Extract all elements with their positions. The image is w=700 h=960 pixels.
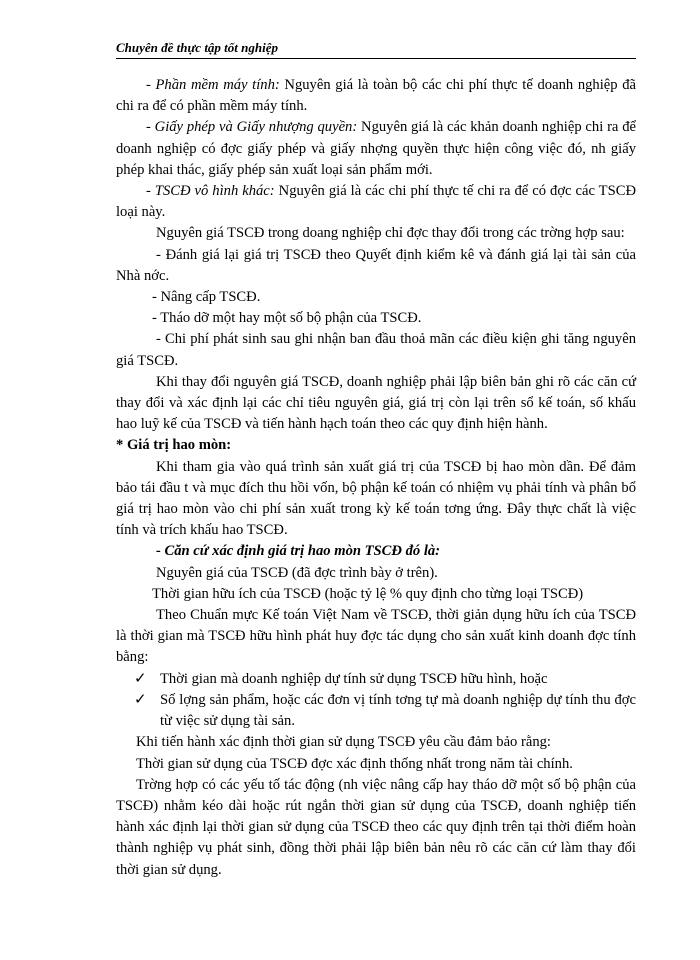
paragraph-useful-life: Thời gian hữu ích của TSCĐ (hoặc tỷ lệ % quy định cho từng loại TSCĐ): [152, 585, 584, 602]
text-software: Nguyên giá là toàn bộ các chi phí thực tế doanh nghiệp đã chi ra để có phần mềm máy tính.: [116, 77, 636, 115]
paragraph-requirements: Khi tiến hành xác định thời gian sử dụng TSCĐ yêu cầu đảm bảo rằng:: [136, 734, 551, 751]
paragraph-subsequent-costs: - Chi phí phát sinh sau ghi nhận ban đầu thoả mãn các điều kiện ghi tăng nguyên giá TSCĐ.: [116, 331, 636, 369]
paragraph-adjustments: Trờng hợp có các yếu tố tác động (nh việc nâng cấp hay tháo dỡ một số bộ phận của TSCĐ) nhằm kéo dài hoặc rút ngắn thời gian sử dụng của TSCĐ, doanh nghiệp tiến hành xác định lại thời gian sử dụng của TSCĐ theo các quy định trên tại thời điểm hoàn thành nghiệp vụ phát sinh, đồng thời phải lập biên bản nêu rõ các căn cứ làm thay đổi thời gian sử dụng.: [116, 776, 636, 878]
text-other-intangible: Nguyên giá là các chi phí thực tế chi ra để có đợc các TSCĐ loại này.: [116, 183, 636, 221]
heading-wear-value: * Giá trị hao mòn:: [116, 437, 232, 454]
subheading-wear-basis: - Căn cứ xác định giá trị hao mòn TSCĐ đó là:: [156, 543, 441, 560]
check-item-text: Thời gian mà doanh nghiệp dự tính sử dụng TSCĐ hữu hình, hoặc: [160, 670, 548, 687]
paragraph-software: [116, 75, 636, 117]
check-mark-icon: ✓: [134, 691, 147, 708]
paragraph-revaluation: - Đánh giá lại giá trị TSCĐ theo Quyết định kiểm kê và đánh giá lại tài sản của Nhà nớc.: [116, 246, 636, 284]
paragraph-original-cost: Nguyên giá của TSCĐ (đã đợc trình bày ở trên).: [156, 564, 438, 581]
document-body: [116, 75, 636, 881]
text-license: Nguyên giá là các khản doanh nghiệp chi ra để doanh nghiệp có đợc giấy phép và giấy nhợng quyền thực hiện công việc đó, nh giấy phép khai thác, giấy phép sản xuất loại sản phẩm mới.: [116, 119, 636, 178]
check-item-1: [134, 669, 636, 690]
paragraph-wear-intro: Khi tham gia vào quá trình sản xuất giá trị của TSCĐ bị hao mòn dần. Để đảm bảo tái đầu t và mục đích thu hồi vốn, bộ phận kế toán có nhiệm vụ phải tính và phân bổ giá trị hao mòn vào chi phí sản xuất trong kỳ kế toán tơng ứng. Đây thực chất là việc tính và trích khấu hao TSCĐ.: [116, 458, 636, 539]
term-other-intangible: - TSCĐ vô hình khác:: [146, 183, 275, 200]
paragraph-cost-change-cases: Nguyên giá TSCĐ trong doang nghiệp chỉ đợc thay đổi trong các trờng hợp sau:: [156, 225, 625, 242]
header-title: Chuyên đề thực tập tốt nghiệp: [116, 40, 278, 55]
check-item-2: [134, 690, 636, 732]
paragraph-upgrade: - Nâng cấp TSCĐ.: [152, 289, 261, 306]
term-license: - Giấy phép và Giấy nhượng quyền:: [146, 119, 358, 136]
paragraph-dismantle: - Tháo dỡ một hay một số bộ phận của TSCĐ.: [152, 310, 422, 327]
term-software: - Phần mềm máy tính:: [146, 77, 280, 93]
paragraph-change-procedure: Khi thay đổi nguyên giá TSCĐ, doanh nghiệp phải lập biên bản ghi rõ các căn cứ thay đổi và xác định lại các chỉ tiêu nguyên giá, giá trị còn lại trên sổ kế toán, số khấu hao luỹ kế của TSCĐ và tiến hành hạch toán theo các quy định hiện hành.: [116, 373, 636, 433]
paragraph-other-intangible: [116, 181, 636, 223]
page-header: [116, 40, 636, 59]
paragraph-license: [116, 117, 636, 181]
check-item-text: Số lợng sản phẩm, hoặc các đơn vị tính tơng tự mà doanh nghiệp dự tính thu đợc từ việc sử dụng tài sản.: [160, 691, 636, 730]
check-mark-icon: ✓: [134, 670, 147, 687]
paragraph-consistency: Thời gian sử dụng của TSCĐ đợc xác định thống nhất trong năm tài chính.: [136, 755, 573, 772]
paragraph-vas-standard: Theo Chuẩn mực Kế toán Việt Nam về TSCĐ, thời giản dụng hữu ích của TSCĐ là thời gian mà TSCĐ hữu hình phát huy đợc tác dụng cho sản xuất kinh doanh đợc tính bằng:: [116, 607, 636, 666]
